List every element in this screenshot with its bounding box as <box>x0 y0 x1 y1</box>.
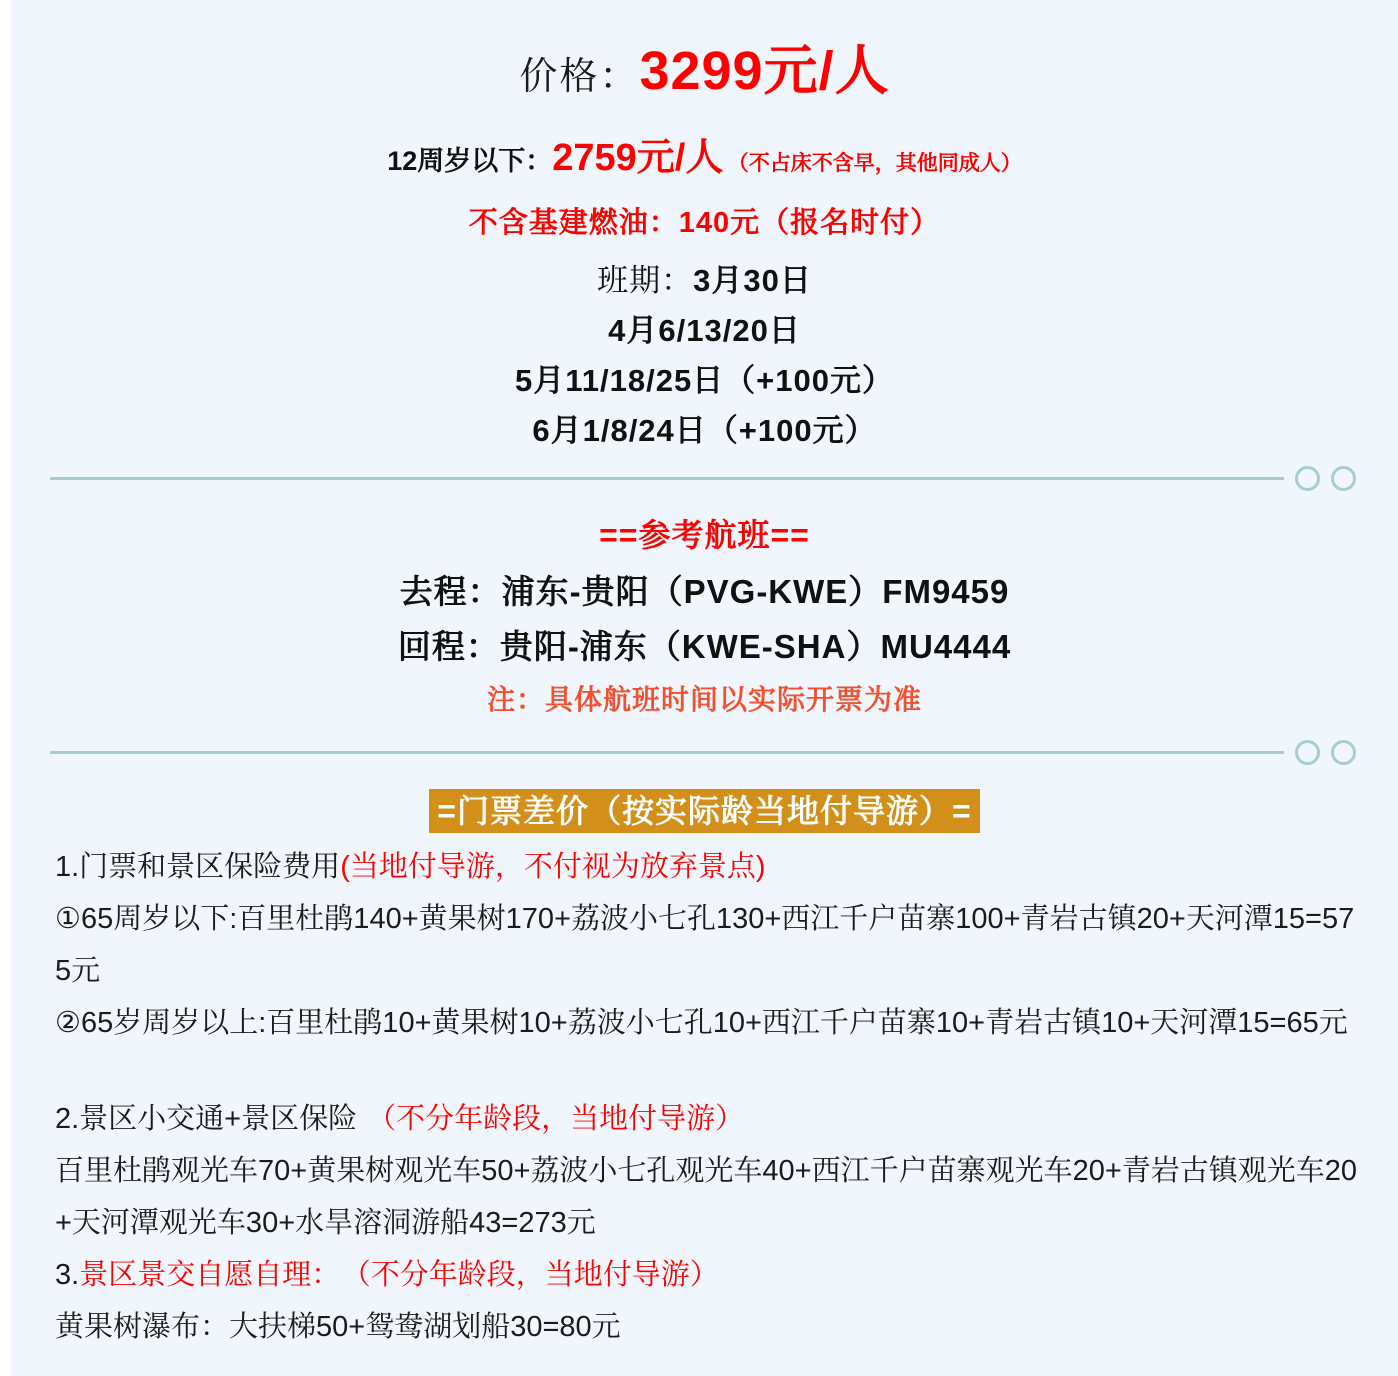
schedule-label: 班期： <box>597 263 694 298</box>
adult-price-line <box>11 36 1398 120</box>
ticket-item-2-title: 2.景区小交通+景区保险 <box>55 1103 358 1135</box>
ticket-item-3-title: 景区景交自愿自理： <box>79 1259 341 1291</box>
divider-dot-icon <box>1331 740 1356 765</box>
ticket-item-2-detail: 百里杜鹃观光车70+黄果树观光车50+荔波小七孔观光车40+西江千户苗寨观光车20+青岩古镇观光车20+天河潭观光车30+水旱溶洞游船43=273元 <box>55 1155 1358 1239</box>
divider-line <box>50 477 1284 480</box>
child-price-note: （不占床不含早，其他同成人） <box>727 152 1022 175</box>
schedule-date-1: 3月30日 <box>693 263 812 298</box>
ticket-item-3-note: （不分年龄段，当地付导游） <box>356 1259 719 1291</box>
ticket-item-1-title: 1.门票和景区保险费用 <box>55 851 341 883</box>
outbound-flight-line: 去程：浦东-贵阳（PVG-KWE）FM9459 <box>399 573 1010 610</box>
ticket-diff-header: =门票差价（按实际龄当地付导游）= <box>429 789 979 833</box>
return-flight-line: 回程：贵阳-浦东（KWE-SHA）MU4444 <box>397 628 1012 665</box>
ticket-item-3 <box>55 1249 1358 1301</box>
divider-dot-icon <box>1331 466 1356 491</box>
flights-section <box>11 491 1398 719</box>
divider-line <box>50 751 1284 754</box>
adult-price-value: 3299元/人 <box>639 41 890 101</box>
ticket-item-3-detail: 黄果树瀑布：大扶梯50+鸳鸯湖划船30=80元 <box>55 1311 621 1343</box>
schedule-line-2: 4月6/13/20日 <box>608 313 801 348</box>
price-label: 价格： <box>519 56 640 98</box>
section-divider <box>11 465 1398 491</box>
ticket-item-2 <box>55 1093 1358 1145</box>
ticket-diff-body <box>11 841 1398 1353</box>
ticket-item-2-note: （不分年龄段，当地付导游） <box>367 1103 745 1135</box>
divider-dot-icon <box>1295 740 1320 765</box>
ticket-item-1 <box>55 841 1358 893</box>
section-divider <box>11 739 1398 765</box>
child-price-value: 2759元/人 <box>552 137 724 179</box>
ticket-item-1-detail-under65: ①65周岁以下:百里杜鹃140+黄果树170+荔波小七孔130+西江千户苗寨100+青岩古镇20+天河潭15=575元 <box>55 903 1355 987</box>
ticket-item-3-prefix: 3. <box>55 1259 80 1291</box>
tour-promo-panel <box>11 0 1398 1376</box>
flights-note: 注：具体航班时间以实际开票为准 <box>486 684 922 715</box>
child-price-label: 12周岁以下： <box>387 146 553 176</box>
child-price-line <box>11 136 1398 188</box>
flights-title: ==参考航班== <box>599 517 810 553</box>
schedule-line-4: 6月1/8/24日（+100元） <box>532 413 877 448</box>
ticket-item-1-detail-over65: ②65岁周岁以上:百里杜鹃10+黄果树10+荔波小七孔10+西江千户苗寨10+青岩古镇10+天河潭15=65元 <box>55 1007 1348 1039</box>
schedule-line-3: 5月11/18/25日（+100元） <box>514 363 895 398</box>
fuel-surcharge-line: 不含基建燃油：140元（报名时付） <box>468 207 941 239</box>
divider-dot-icon <box>1295 466 1320 491</box>
schedule-line-1 <box>11 256 1398 306</box>
pricing-section <box>11 0 1398 456</box>
ticket-item-1-note: (当地付导游，不付视为放弃景点) <box>340 851 766 883</box>
ticket-diff-section <box>11 789 1398 1353</box>
